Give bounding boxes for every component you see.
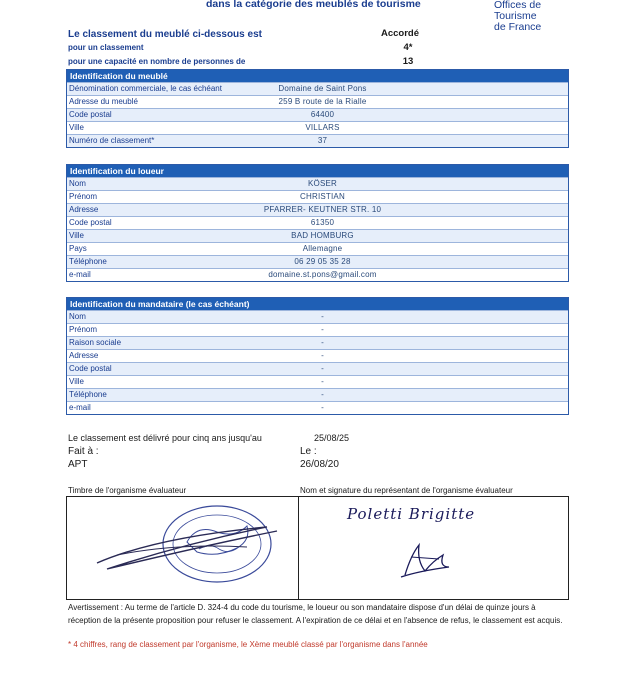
place-value: APT	[68, 459, 88, 470]
row-value: -	[321, 390, 324, 399]
table-row	[67, 203, 568, 216]
row-value: 37	[317, 136, 328, 145]
row-label: Ville	[69, 123, 84, 132]
row-value: Domaine de Saint Pons	[278, 84, 367, 93]
signer-name: Poletti Brigitte	[347, 505, 476, 523]
row-value: -	[321, 377, 324, 386]
classement-stars-value: 4*	[403, 42, 413, 53]
validity-text: Le classement est délivré pour cinq ans jusqu'au	[68, 433, 262, 443]
signature-label: Nom et signature du représentant de l'organisme évaluateur	[300, 486, 513, 495]
handwritten-signature-icon	[299, 497, 569, 601]
table-row	[67, 216, 568, 229]
row-value: -	[321, 351, 324, 360]
row-label: Adresse	[69, 205, 99, 214]
row-label: Raison sociale	[69, 338, 122, 347]
table-row	[67, 177, 568, 190]
section-meuble-title: Identification du meublé	[67, 70, 568, 82]
le-label: Le :	[300, 446, 317, 457]
row-label: Adresse du meublé	[69, 97, 138, 106]
row-label: Numéro de classement*	[69, 136, 155, 145]
fait-a-label: Fait à :	[68, 446, 99, 457]
row-label: Téléphone	[69, 257, 107, 266]
document-title: dans la catégorie des meublés de tourisme	[206, 0, 421, 10]
row-value: -	[321, 403, 324, 412]
row-label: Code postal	[69, 364, 112, 373]
row-label: Prénom	[69, 325, 98, 334]
official-stamp-icon	[67, 497, 299, 601]
row-label: Code postal	[69, 218, 112, 227]
section-loueur	[66, 164, 569, 282]
table-row	[67, 362, 568, 375]
row-label: Code postal	[69, 110, 112, 119]
row-label: Prénom	[69, 192, 98, 201]
validity-date: 25/08/25	[314, 433, 350, 443]
row-label: Pays	[69, 244, 87, 253]
table-row	[67, 375, 568, 388]
date-value: 26/08/20	[300, 459, 339, 470]
row-label: Ville	[69, 231, 84, 240]
row-label: e-mail	[69, 270, 91, 279]
section-mandataire-title: Identification du mandataire (le cas échéant)	[67, 298, 568, 310]
row-label: Dénomination commerciale, le cas échéant	[69, 84, 222, 93]
row-label: e-mail	[69, 403, 91, 412]
row-value: VILLARS	[305, 123, 340, 132]
row-label: Nom	[69, 312, 86, 321]
table-row	[67, 229, 568, 242]
row-value: PFARRER- KEUTNER STR. 10	[263, 205, 382, 214]
table-row	[67, 349, 568, 362]
section-meuble	[66, 69, 569, 148]
table-row	[67, 310, 568, 323]
logo-line-1: Offices de	[494, 0, 542, 11]
row-label: Adresse	[69, 351, 99, 360]
table-row	[67, 388, 568, 401]
row-value: 06 29 05 35 28	[294, 257, 351, 266]
stamp-label: Timbre de l'organisme évaluateur	[68, 486, 187, 495]
row-label: Nom	[69, 179, 86, 188]
table-row	[67, 401, 568, 414]
classement-label: Le classement du meublé ci-dessous est	[68, 29, 262, 40]
row-value: -	[321, 325, 324, 334]
stamp-box	[67, 497, 299, 599]
row-label: Téléphone	[69, 390, 107, 399]
row-value: -	[321, 312, 324, 321]
row-value: CHRISTIAN	[300, 192, 345, 201]
logo-line-2: Tourisme	[494, 10, 537, 22]
table-row	[67, 323, 568, 336]
signature-box	[299, 497, 568, 599]
capacity-value: 13	[402, 56, 414, 67]
warning-text: Avertissement : Au terme de l'article D. 324-4 du code du tourisme, le loueur ou son mandataire dispose d'un délai de quinze jours à réception de la présente proposition pour refuser le classement. A l'expiration de ce délai et en l'absence de refus, le classement est acquis.	[68, 603, 563, 625]
row-value: 61350	[310, 218, 335, 227]
table-row	[67, 95, 568, 108]
table-row	[67, 336, 568, 349]
row-value: 259 B route de la Rialle	[278, 97, 367, 106]
table-row	[67, 121, 568, 134]
classement-stars-label: pour un classement	[68, 43, 144, 52]
footnote: * 4 chiffres, rang de classement par l'organisme, le Xème meublé classé par l'organisme dans l'année	[68, 640, 428, 649]
classement-value: Accordé	[380, 28, 419, 39]
offices-tourisme-logo	[494, 0, 614, 33]
capacity-label: pour une capacité en nombre de personnes de	[68, 57, 246, 66]
section-loueur-title: Identification du loueur	[67, 165, 568, 177]
row-value: BAD HOMBURG	[291, 231, 354, 240]
row-label: Ville	[69, 377, 84, 386]
table-row	[67, 134, 568, 147]
row-value: -	[321, 338, 324, 347]
table-row	[67, 82, 568, 95]
row-value: -	[321, 364, 324, 373]
table-row	[67, 255, 568, 268]
table-row	[67, 190, 568, 203]
table-row	[67, 242, 568, 255]
row-value: domaine.st.pons@gmail.com	[268, 270, 377, 279]
table-row	[67, 268, 568, 281]
row-value: Allemagne	[302, 244, 343, 253]
logo-line-3: de France	[494, 21, 542, 33]
row-value: 64400	[310, 110, 335, 119]
section-mandataire	[66, 297, 569, 415]
signature-boxes	[66, 496, 569, 600]
table-row	[67, 108, 568, 121]
row-value: KÖSER	[307, 179, 337, 188]
